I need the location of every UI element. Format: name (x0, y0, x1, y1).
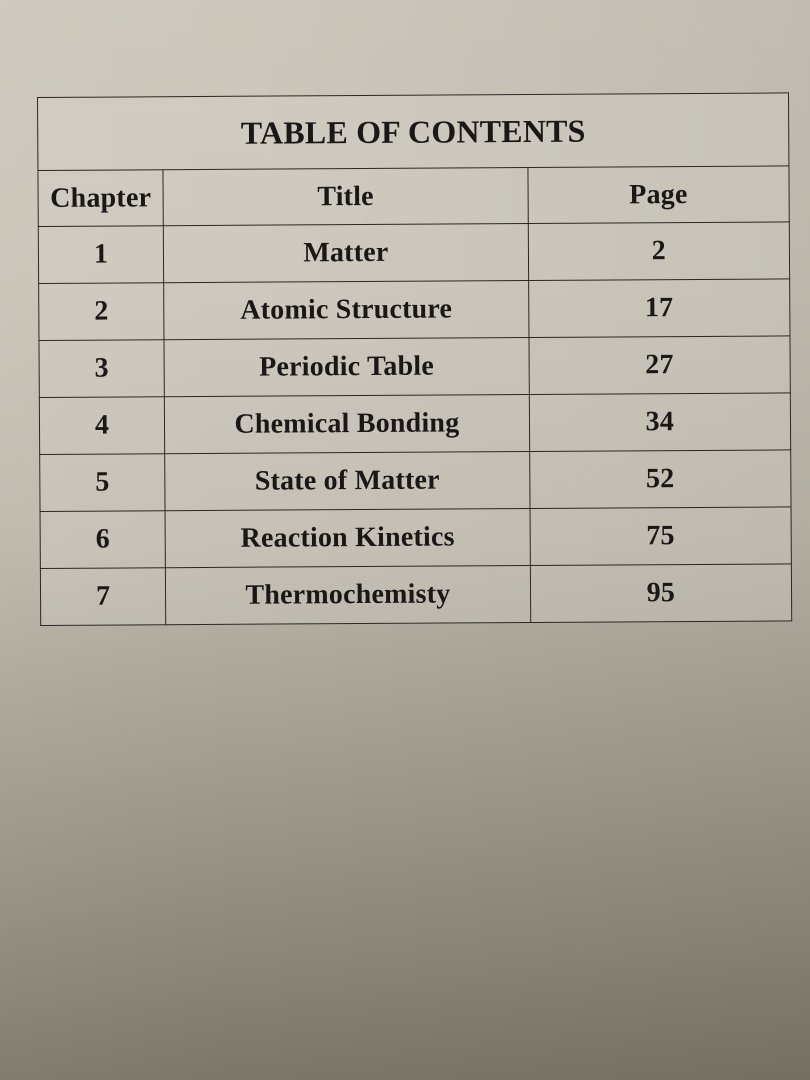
chapter-title: Reaction Kinetics (165, 508, 530, 567)
page-number: 75 (530, 507, 792, 566)
chapter-number: 6 (40, 511, 166, 569)
table-row (40, 450, 791, 512)
toc-heading: TABLE OF CONTENTS (38, 93, 789, 171)
page-number: 27 (529, 336, 791, 395)
chapter-title: Matter (163, 224, 528, 283)
page-number: 95 (530, 564, 792, 623)
table-row (40, 507, 791, 569)
chapter-title: Thermochemisty (166, 565, 531, 624)
chapter-title: Chemical Bonding (164, 395, 529, 454)
page-number: 2 (528, 222, 790, 281)
page-number: 34 (529, 393, 791, 452)
column-header-chapter: Chapter (38, 170, 163, 227)
column-header-title: Title (163, 168, 528, 226)
chapter-number: 7 (40, 568, 166, 626)
page-number: 52 (529, 450, 791, 509)
table-row (39, 393, 790, 455)
chapter-title: Atomic Structure (164, 281, 529, 340)
toc-heading-row (38, 93, 789, 171)
table-row (40, 564, 791, 626)
page-number: 17 (528, 279, 790, 338)
chapter-number: 1 (38, 226, 164, 284)
chapter-title: State of Matter (165, 451, 530, 510)
chapter-number: 3 (39, 340, 165, 398)
chapter-number: 5 (40, 454, 166, 512)
table-row (39, 336, 790, 398)
toc-table (37, 92, 792, 626)
column-header-page: Page (528, 166, 790, 224)
table-of-contents (37, 92, 792, 619)
table-row (39, 279, 790, 341)
chapter-number: 2 (39, 283, 165, 341)
toc-column-header-row (38, 166, 789, 227)
table-row (38, 222, 789, 284)
chapter-number: 4 (39, 397, 165, 455)
chapter-title: Periodic Table (164, 338, 529, 397)
